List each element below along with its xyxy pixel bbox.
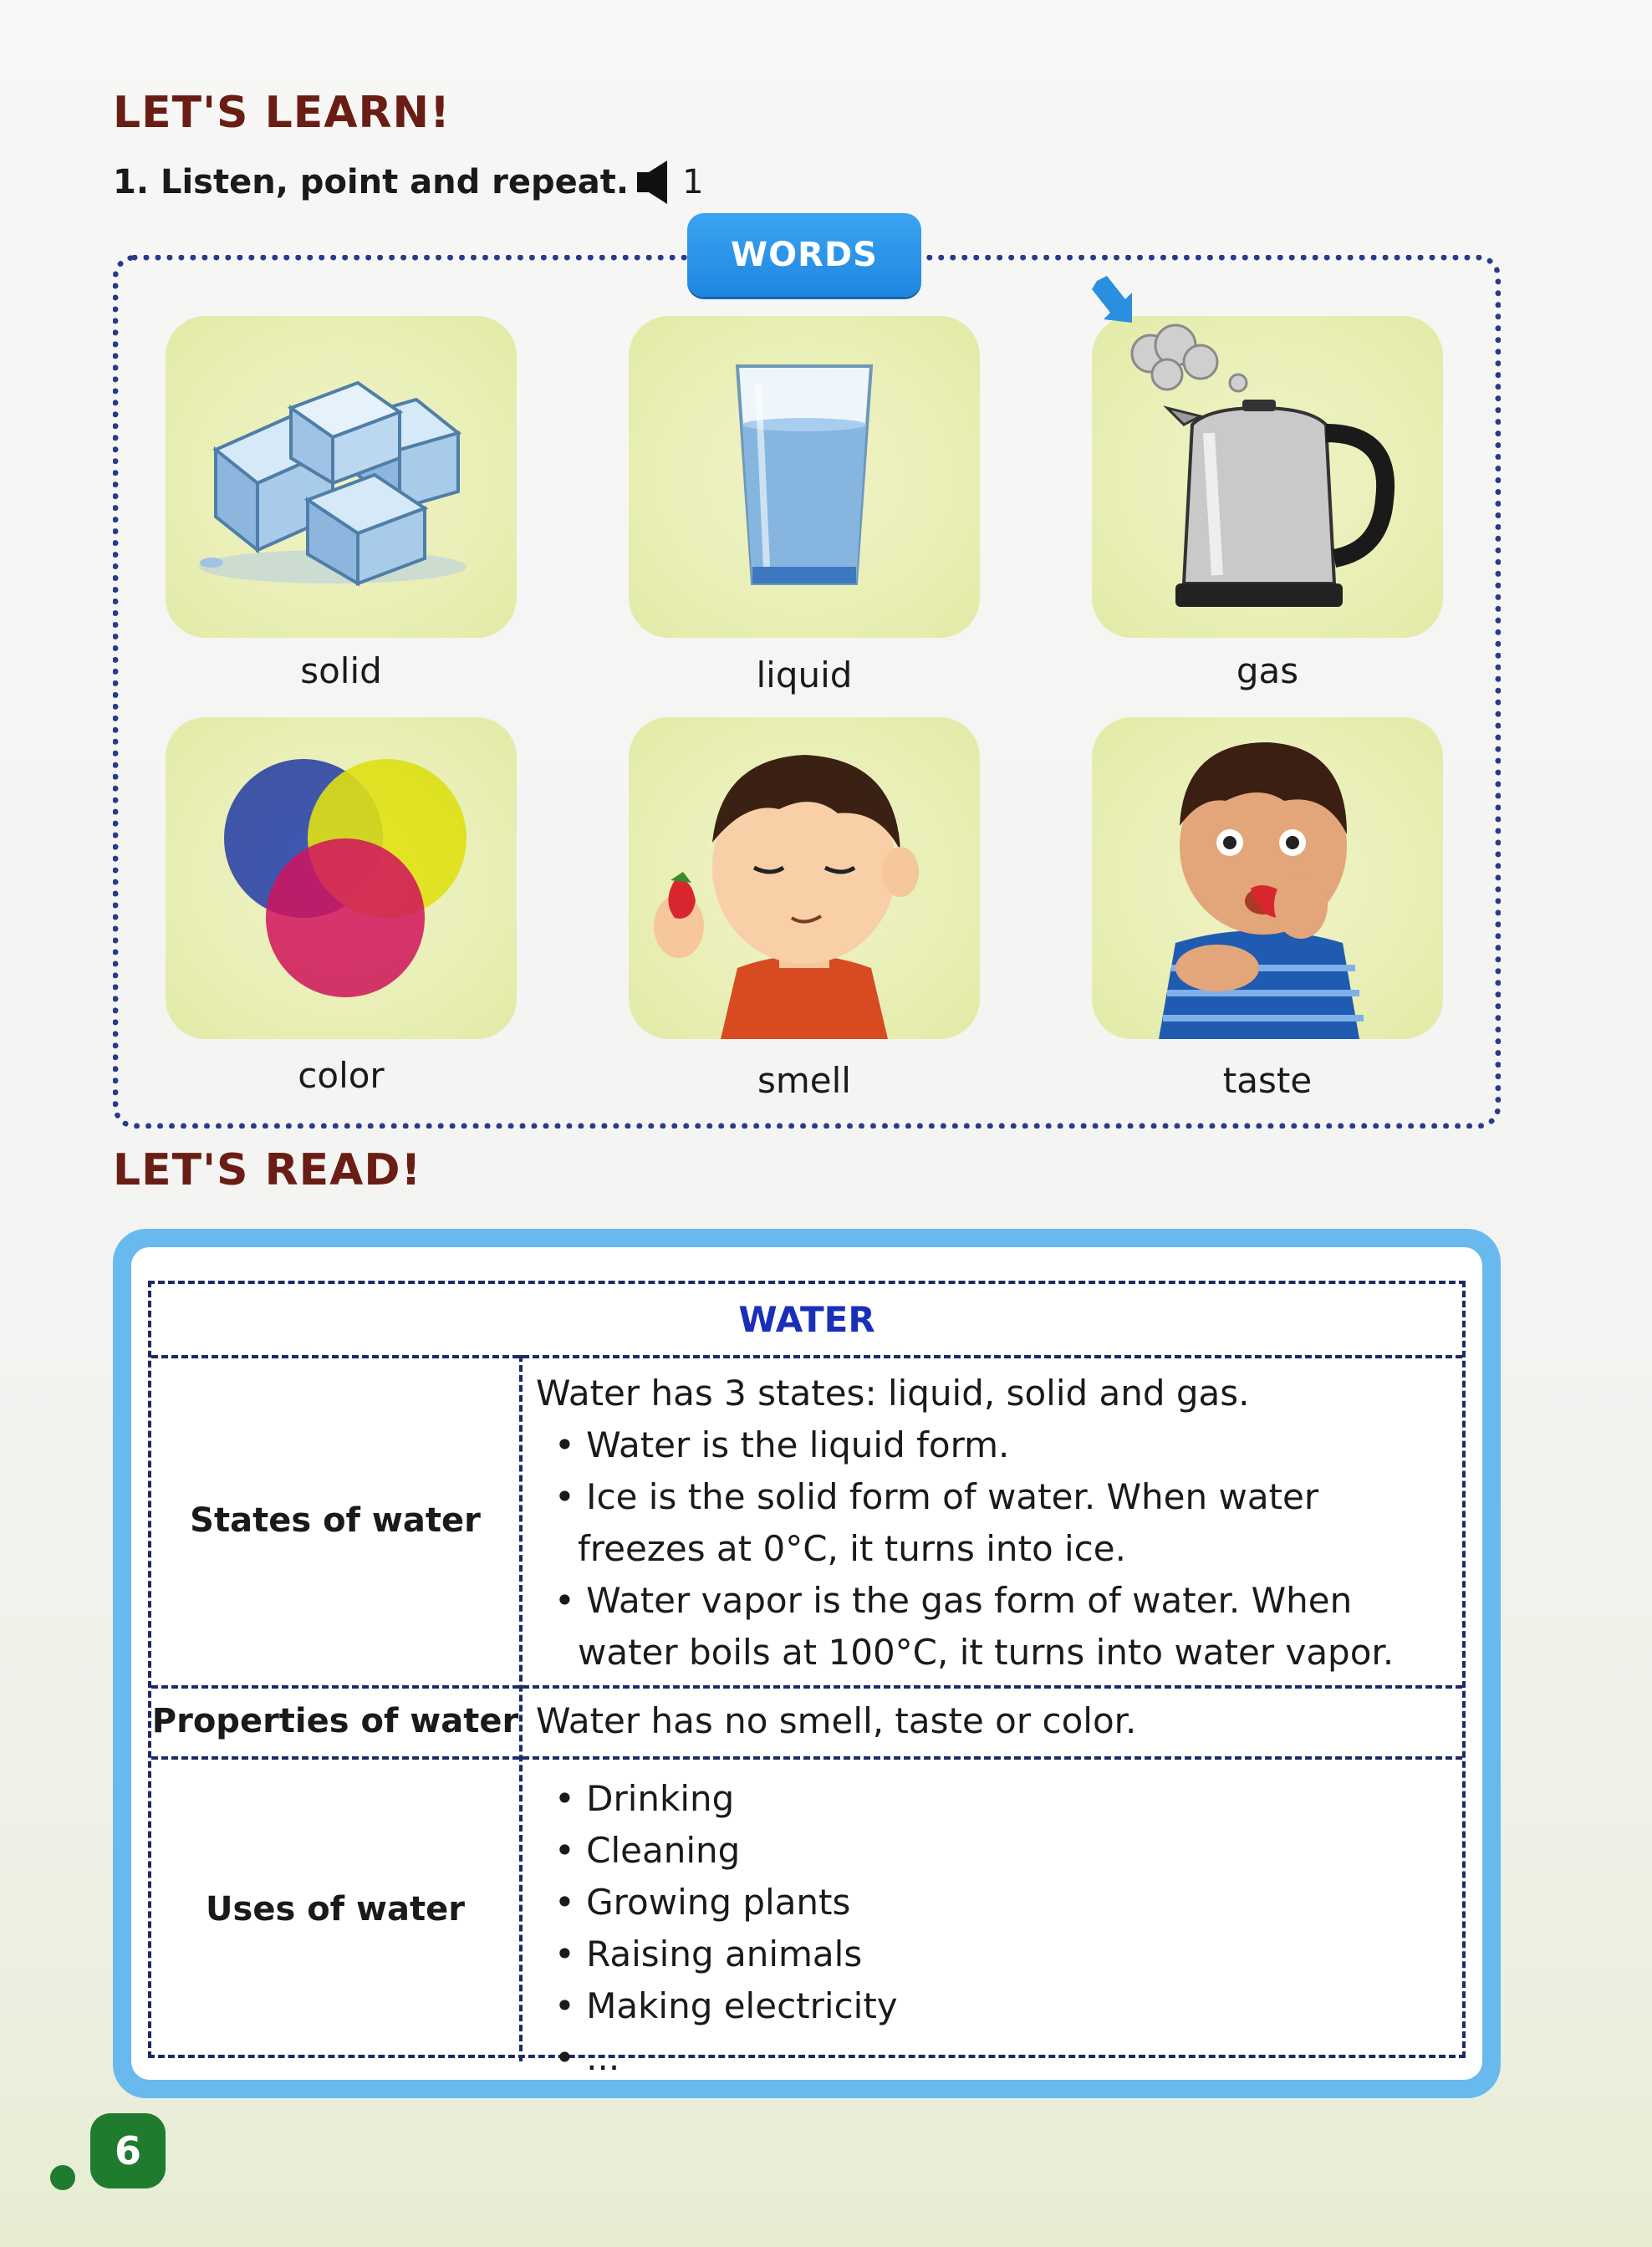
states-bullet: • Water is the liquid form. bbox=[536, 1419, 1456, 1471]
word-card-smell[interactable] bbox=[629, 717, 980, 1039]
arrow-icon bbox=[1092, 276, 1134, 326]
instruction-text: 1. Listen, point and repeat. bbox=[113, 163, 630, 201]
word-label-liquid: liquid bbox=[756, 655, 853, 696]
page-number: 6 bbox=[90, 2113, 166, 2188]
uses-bullet: • Drinking bbox=[536, 1773, 1456, 1825]
word-label-smell: smell bbox=[757, 1060, 851, 1101]
page-dot bbox=[50, 2165, 75, 2190]
instruction bbox=[113, 160, 704, 204]
ice-cubes-icon bbox=[166, 316, 517, 638]
water-table bbox=[148, 1281, 1466, 2078]
states-cell bbox=[536, 1368, 1456, 1679]
word-card-taste[interactable] bbox=[1092, 717, 1443, 1039]
states-intro: Water has 3 states: liquid, solid and gas. bbox=[536, 1373, 1250, 1414]
glass-of-water-icon bbox=[629, 316, 980, 638]
uses-bullet: • Cleaning bbox=[536, 1825, 1456, 1877]
word-label-color: color bbox=[298, 1055, 385, 1096]
track-number: 1 bbox=[682, 163, 704, 201]
water-table-frame bbox=[113, 1229, 1501, 2098]
boy-smelling-strawberry-icon bbox=[629, 717, 980, 1039]
steaming-kettle-icon bbox=[1092, 316, 1443, 638]
lets-read-heading: LET'S READ! bbox=[113, 1145, 422, 1195]
word-card-liquid[interactable] bbox=[629, 316, 980, 638]
color-circles-icon bbox=[166, 717, 517, 1039]
uses-bullet: • Growing plants bbox=[536, 1877, 1456, 1929]
word-card-color[interactable] bbox=[166, 717, 517, 1039]
table-title: WATER bbox=[738, 1299, 875, 1340]
uses-bullet: • Raising animals bbox=[536, 1929, 1456, 1980]
word-card-gas[interactable] bbox=[1092, 316, 1443, 638]
row-head-states: States of water bbox=[190, 1501, 481, 1540]
row-head-properties: Properties of water bbox=[151, 1701, 519, 1740]
lets-learn-heading: LET'S LEARN! bbox=[113, 88, 451, 138]
boy-tasting-strawberry-icon bbox=[1092, 717, 1443, 1039]
word-label-taste: taste bbox=[1222, 1060, 1313, 1101]
words-badge: WORDS bbox=[687, 213, 921, 297]
uses-bullet: • ... bbox=[536, 2032, 1456, 2080]
states-bullet: • Ice is the solid form of water. When water freezes at 0°C, it turns into ice. bbox=[536, 1471, 1456, 1575]
uses-cell bbox=[536, 1773, 1456, 2080]
word-card-solid[interactable] bbox=[166, 316, 517, 638]
speaker-icon[interactable] bbox=[637, 160, 674, 204]
row-head-uses: Uses of water bbox=[206, 1889, 465, 1929]
word-label-solid: solid bbox=[300, 650, 382, 691]
uses-bullet: • Making electricity bbox=[536, 1980, 1456, 2032]
states-bullet: • Water vapor is the gas form of water. When water boils at 100°C, it turns into water vapor. bbox=[536, 1575, 1456, 1679]
properties-cell: Water has no smell, taste or color. bbox=[536, 1700, 1137, 1741]
word-label-gas: gas bbox=[1236, 650, 1299, 691]
